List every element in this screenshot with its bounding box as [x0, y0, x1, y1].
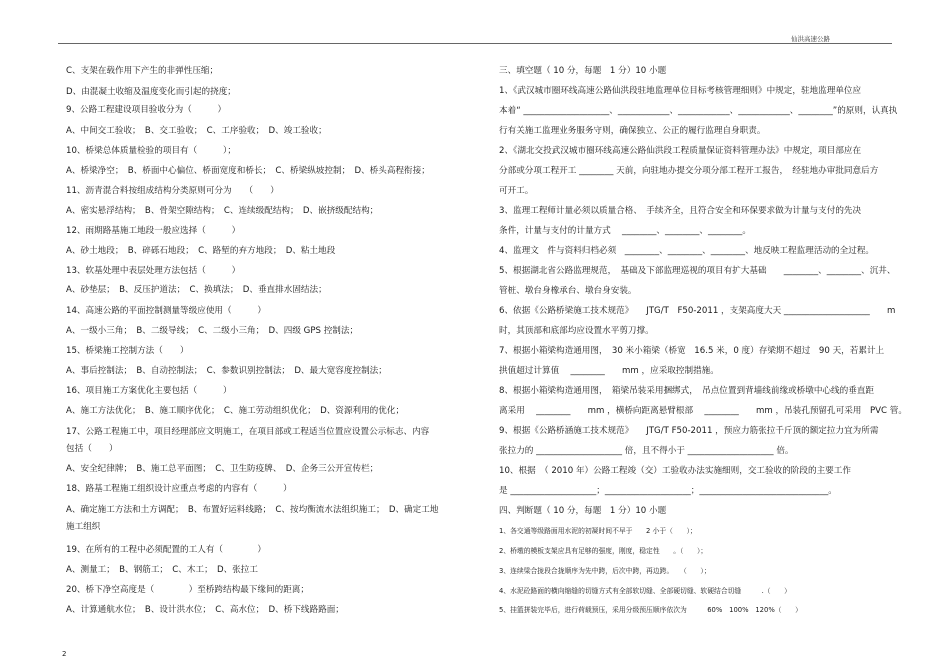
right-line-13: 6、依据《公路桥梁施工技术规范》 JTG/T F50-2011 ，支架高度大天 ____________________ m [499, 306, 896, 316]
left-line-8: A、密实悬浮结构； B、骨架空隙结构； C、连续级配结构； D、嵌挤级配结构； [66, 206, 379, 216]
left-line-27: 20、桥下净空高度是（ ）至桥跨结构最下缘间的距离； [66, 585, 309, 595]
left-line-13: 14、高速公路的平面控制测量等级应使用（ ） [66, 306, 266, 316]
right-line-10: 4、监理文 件与资料归档必须 ________、________、________、地反映工程监理活动的全过程。 [499, 246, 875, 256]
left-line-7: 11、沥青混合料按组成结构分类原则可分为 （ ） [66, 186, 279, 196]
left-line-21: A、安全纪律牌； B、施工总平面图； C、卫生防疫牌、 D、企务三公开宣传栏； [66, 464, 379, 474]
right-line-26: 3、连续梁合拢段合拢顺序为先中跨，后次中跨，再边跨。 （ ）； [499, 567, 711, 575]
left-line-2: D、由混凝土收缩及温度变化而引起的挠度； [66, 87, 236, 97]
right-line-9: 条件，计量与支付的计量方式 ________、________、________。 [499, 226, 751, 236]
right-line-18: 离采用 ________ mm ，横桥向距离悬臂根部 ________ mm ，吊装孔预留孔可采用 PVC 管。 [499, 406, 907, 416]
right-line-21: 10、根据 （ 2010 年）公路工程竣（交）工验收办法实施细则，交工验收的阶段的主要工作 [499, 466, 851, 476]
left-line-22: 18、路基工程施工组织设计应重点考虑的内容有（ ） [66, 484, 292, 494]
right-line-23: 四、判断题（ 10 分，每题 1 分）10 小题 [499, 506, 667, 516]
right-line-12: 管桩、墩台身橡承台、墩台身安装。 [499, 286, 637, 296]
right-line-20: 张拉力的 ____________________ 倍，且不得小于 ____________________ 倍。 [499, 446, 794, 456]
left-line-16: A、事后控制法； B、自动控制法； C、参数识别控制法； D、最大宽容度控制法； [66, 366, 387, 376]
left-line-12: A、砂垫层； B、反压护道法； C、换填法； D、垂直排水固结法； [66, 285, 327, 295]
left-line-9: 12、雨期路基施工地段一般应选择（ ） [66, 226, 241, 236]
left-line-23: A、确定施工方法和土方调配； B、布置好运料线路； C、按均衡流水法组织施工； D、确定工地 [66, 505, 439, 515]
left-line-14: A、一级小三角； B、二级导线； C、二级小三角； D、四级 GPS 控制法； [66, 326, 359, 336]
left-line-18: A、施工方法优化； B、施工顺序优化； C、施工劳动组织优化； D、资源利用的优化； [66, 406, 405, 416]
right-line-2: 1、《武汉城市圈环线高速公路仙洪段驻地监理单位目标考核管理细则》中规定，驻地监理单位应 [499, 86, 862, 96]
left-line-28: A、计算通航水位； B、设计洪水位； C、高水位； D、桥下线路路面； [66, 605, 344, 615]
right-line-22: 是 ____________________；____________________；______________________________。 [499, 486, 837, 496]
left-line-4: A、中间交工验收； B、交工验收； C、工序验收； D、竣工验收； [66, 126, 327, 136]
left-line-6: A、桥梁净空； B、桥面中心偏位、桥面宽度和桥长； C、桥梁纵坡控制； D、桥头高程衔接； [66, 166, 430, 176]
right-line-19: 9、根据《公路桥涵施工技术规范》 JTG/T F50-2011 ，预应力筋张拉千斤顶的额定拉力宜为所需 [499, 426, 879, 436]
left-line-25: 19、在所有的工程中必须配置的工人有（ ） [66, 545, 266, 555]
right-line-5: 2、《湖北交投武汉城市圈环线高速公路仙洪段工程质量保证资料管理办法》中规定，项目部应在 [499, 146, 862, 156]
left-line-1: C、支架在载作用下产生的非弹性压缩； [66, 66, 219, 76]
right-line-25: 2、桥墩的模板支架应具有足够的强度，刚度，稳定性 。（ ）； [499, 547, 708, 555]
right-line-8: 3、监理工程师计量必须以质量合格、 手续齐全，且符合安全和环保要求做为计量与支付的先决 [499, 206, 862, 216]
left-line-26: A、测量工； B、钢筋工； C、木工； D、张拉工 [66, 565, 258, 575]
left-line-10: A、砂土地段； B、碎砾石地段； C、路堑的弃方地段； D、粘土地段 [66, 246, 336, 256]
page-number: 2 [62, 650, 67, 658]
right-line-7: 可开工。 [499, 186, 534, 196]
header-title: 仙洪高速公路 [791, 35, 830, 43]
left-line-15: 15、桥梁施工控制方法（ ） [66, 346, 189, 356]
right-line-17: 8、根据小箱梁构造通用图， 箱梁吊装采用捆绑式， 吊点位置到背墙线前缘或桥墩中心线的垂直距 [499, 386, 874, 396]
right-line-14: 时，其顶部和底部均应设置水平剪刀撑。 [499, 326, 654, 336]
right-line-16: 拱值超过计算值 ________ mm ，应采取控制措施。 [499, 366, 719, 376]
left-line-11: 13、软基处理中表层处理方法包括（ ） [66, 266, 241, 276]
right-line-6: 分部或分项工程开工 ________ 天前，向驻地办提交分项分部工程开工报告， 经驻地办审批同意后方 [499, 166, 879, 176]
left-line-19: 17、公路工程施工中，项目经理部应文明施工，在项目部或工程适当位置应设置公示标志、内容 [66, 427, 430, 437]
right-line-3: 本着“ ____________________、____________、____________、____________、________”的原则，认真执 [499, 106, 898, 116]
left-line-3: 9、公路工程建设项目验收分为（ ） [66, 105, 227, 115]
right-line-28: 5、挂篮拼装完毕后，进行荷载预压，采用分级预压顺序依次为 60% 100% 120%（ ） [499, 606, 802, 614]
left-line-20: 包括（ ） [66, 444, 118, 454]
header-rule [58, 43, 892, 44]
right-line-1: 三、填空题（ 10 分，每题 1 分）10 小题 [499, 66, 667, 76]
left-line-5: 10、桥梁总体质量检验的项目有（ ）； [66, 146, 236, 156]
right-line-24: 1、各交通等级路面用水泥的初凝时间不早于 2 小于（ ）； [499, 527, 697, 535]
left-line-24: 施工组织 [66, 522, 101, 532]
right-line-4: 行有关施工监理业务服务守则，确保独立、公正的履行监理自身职责。 [499, 126, 766, 136]
left-line-17: 16、项目施工方案优化主要包括（ ） [66, 386, 232, 396]
right-line-11: 5、根据湖北省公路监理规范， 基础及下部监理巡视的项目有扩大基础 ________、________、沉井、 [499, 266, 896, 276]
right-line-27: 4、水泥砼路面的横向缩缝的切缝方式有全部软切缝、全部硬切缝、软硬结合切缝 .（ ） [499, 587, 791, 595]
right-line-15: 7、根据小箱梁构造通用图， 30 米小箱梁（桥宽 16.5 米，0 度）存梁期不超过 90 天，若累计上 [499, 346, 885, 356]
